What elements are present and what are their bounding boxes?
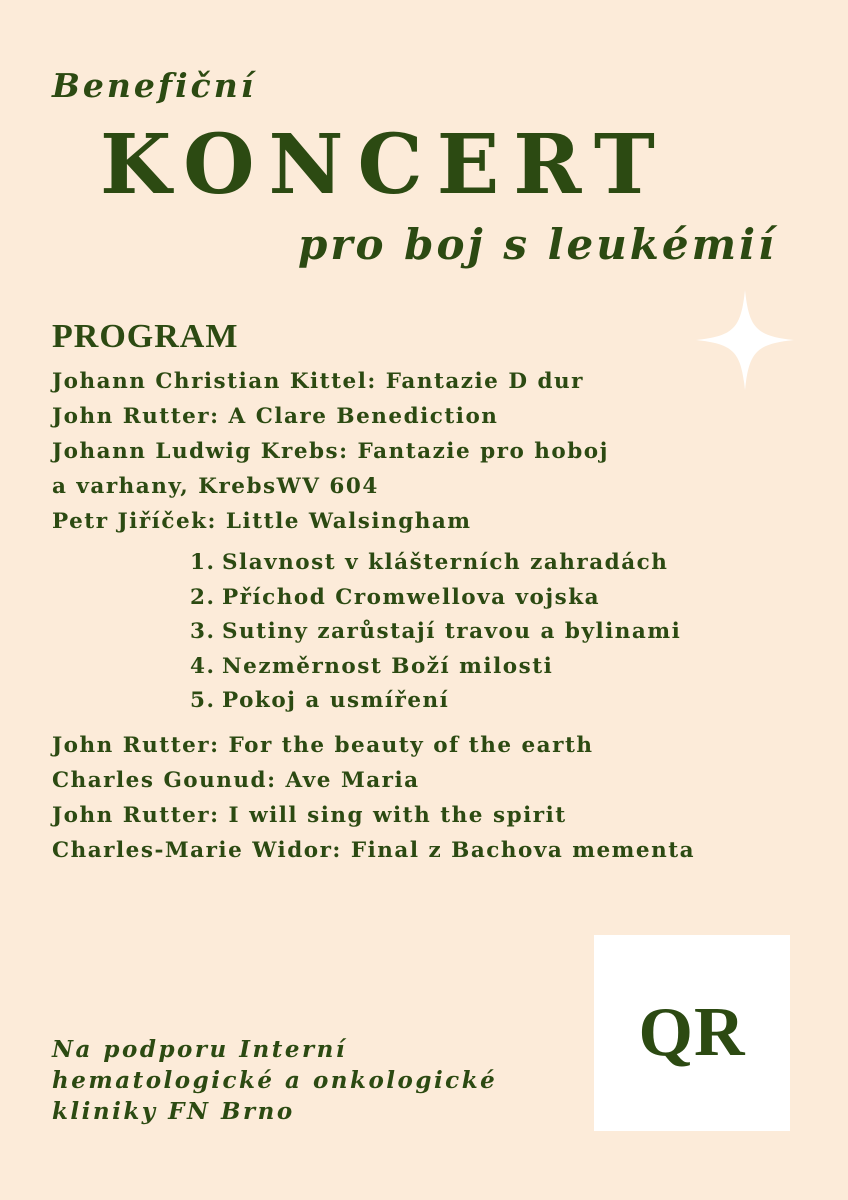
movement-title: Sutiny zarůstají travou a bylinami [222,619,682,644]
movement-title: Slavnost v klášterních zahradách [222,550,669,575]
program-item: John Rutter: For the beauty of the earth [52,733,594,758]
movement-title: Pokoj a usmíření [222,688,450,713]
movement-title: Příchod Cromwellova vojska [222,584,601,610]
movement-item [190,581,681,616]
movement-number: 4. [190,653,216,679]
four-point-star-icon [696,290,794,390]
program-item: a varhany, KrebsWV 604 [52,474,379,499]
subtitle-benefit: Benefiční [52,66,257,105]
support-line: hematologické a onkologické [52,1067,498,1094]
program-item: John Rutter: A Clare Benediction [52,404,499,429]
program-item: John Rutter: I will sing with the spirit [52,803,567,828]
qr-code-placeholder[interactable] [594,935,790,1131]
movement-item [190,615,681,650]
movement-number: 1. [190,550,216,575]
page-title: KONCERT [100,117,669,213]
qr-label: QR [638,994,746,1071]
movement-list [190,546,681,719]
movement-item [190,650,681,685]
movement-number: 3. [190,619,216,644]
program-list-second [52,728,695,868]
program-item: Charles Gounud: Ave Maria [52,768,420,793]
movement-title: Nezměrnost Boží milosti [222,653,554,679]
program-item: Petr Jiříček: Little Walsingham [52,509,472,534]
support-line: Na podporu Interní [52,1036,348,1063]
program-list-first [52,364,609,539]
movement-item [190,684,681,719]
subtitle-cause: pro boj s leukémií [298,220,777,269]
program-heading: PROGRAM [52,318,239,355]
movement-item [190,546,681,581]
movement-number: 5. [190,688,216,713]
movement-number: 2. [190,584,216,610]
program-item: Johann Ludwig Krebs: Fantazie pro hoboj [52,439,609,464]
support-note [52,1034,497,1127]
program-item: Johann Christian Kittel: Fantazie D dur [52,369,584,394]
program-item: Charles-Marie Widor: Final z Bachova mementa [52,838,696,863]
support-line: kliniky FN Brno [52,1098,295,1125]
